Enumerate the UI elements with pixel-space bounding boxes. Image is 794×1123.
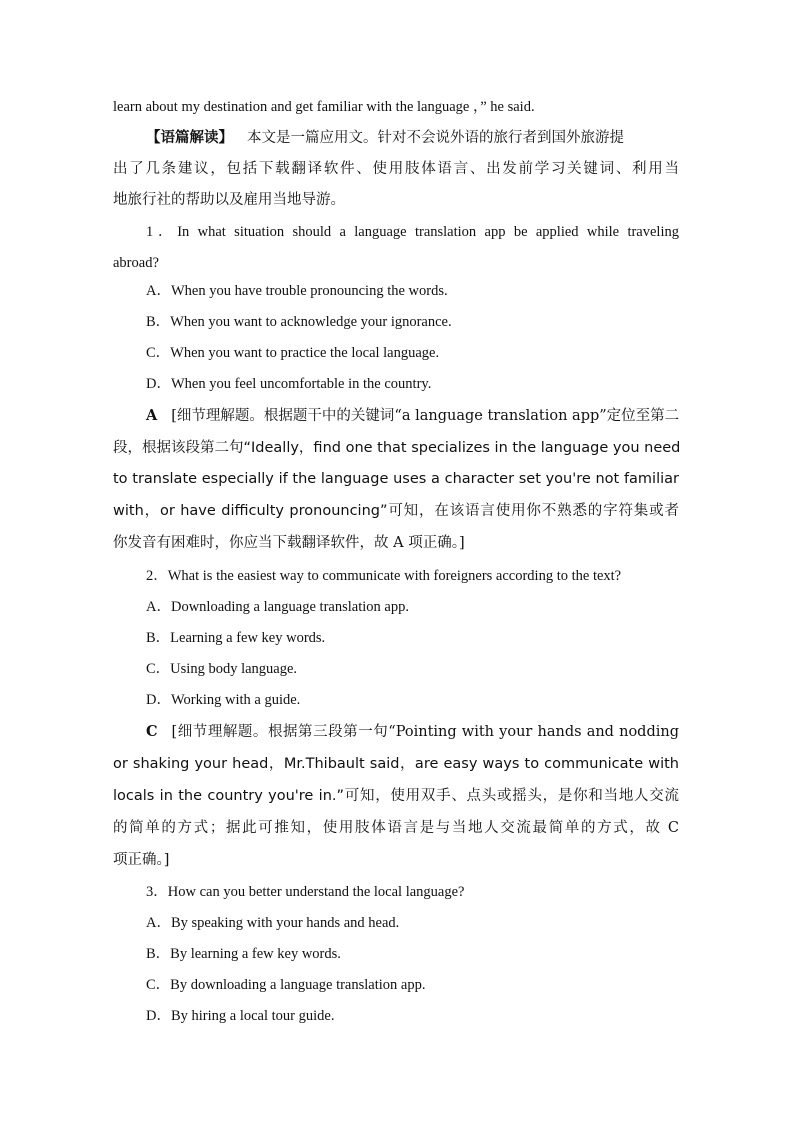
question-2-explanation-line-3: locals in the country you're in.”可知，使用双手、点头或摇头，是你和当地人交流 [113,788,679,804]
question-1-explanation-line-1 [146,406,679,426]
question-1-answer: A [146,407,158,424]
question-1-option-d: D．When you feel uncomfortable in the country. [146,376,432,392]
analysis-line-3: 地旅行社的帮助以及雇用当地导游。 [113,192,345,208]
question-1-explanation-line-5: 你发音有困难时，你应当下载翻译软件，故 A 项正确。] [113,535,465,551]
question-1-explanation-line-4: with，or have difficulty pronouncing”可知，在该语言使用你不熟悉的字符集或者 [113,503,679,519]
question-1-option-a: A．When you have trouble pronouncing the words. [146,283,448,299]
question-1-explanation-line-2: 段，根据该段第二句“Ideally，find one that specializes in the language you need [113,440,681,456]
question-3-option-b: B．By learning a few key words. [146,946,341,962]
question-1-explanation-text-1: [细节理解题。根据题干中的关键词“a language translation app”定位至第二 [171,408,680,424]
analysis-heading: 【语篇解读】 [146,129,233,146]
passage-last-line: learn about my destination and get familiar with the language ，” he said. [113,99,535,115]
question-2-explanation-line-5: 项正确。] [113,852,170,868]
question-1-option-b: B．When you want to acknowledge your ignorance. [146,314,452,330]
question-2-explanation-line-1 [146,722,679,742]
question-3-stem: 3．How can you better understand the local language? [146,884,465,900]
question-2-option-a: A．Downloading a language translation app. [146,599,409,615]
question-1-stem-cont: abroad? [113,255,159,271]
question-1-option-c: C．When you want to practice the local language. [146,345,440,361]
question-2-option-b: B．Learning a few key words. [146,630,326,646]
question-3-option-a: A．By speaking with your hands and head. [146,915,400,931]
question-1-explanation-line-3: to translate especially if the language uses a character set you're not familiar [113,471,679,487]
question-3-option-d: D．By hiring a local tour guide. [146,1008,335,1024]
analysis-line-2: 出了几条建议，包括下载翻译软件、使用肢体语言、出发前学习关键词、利用当 [113,161,679,177]
analysis-line-1 [146,128,624,148]
question-2-explanation-line-2: or shaking your head，Mr.Thibault said，are easy ways to communicate with [113,756,679,772]
question-2-option-c: C．Using body language. [146,661,298,677]
question-2-answer: C [146,723,158,740]
question-2-explanation-line-4: 的简单的方式；据此可推知，使用肢体语言是与当地人交流最简单的方式，故 C [113,820,679,836]
question-2-option-d: D．Working with a guide. [146,692,301,708]
question-2-explanation-text-1: [细节理解题。根据第三段第一句“Pointing with your hands and nodding [171,724,679,740]
question-3-option-c: C．By downloading a language translation app. [146,977,426,993]
question-2-stem: 2．What is the easiest way to communicate with foreigners according to the text? [146,568,622,584]
question-1-stem: 1．In what situation should a language translation app be applied while traveling [146,224,679,240]
analysis-text-1: 本文是一篇应用文。针对不会说外语的旅行者到国外旅游提 [247,130,624,146]
